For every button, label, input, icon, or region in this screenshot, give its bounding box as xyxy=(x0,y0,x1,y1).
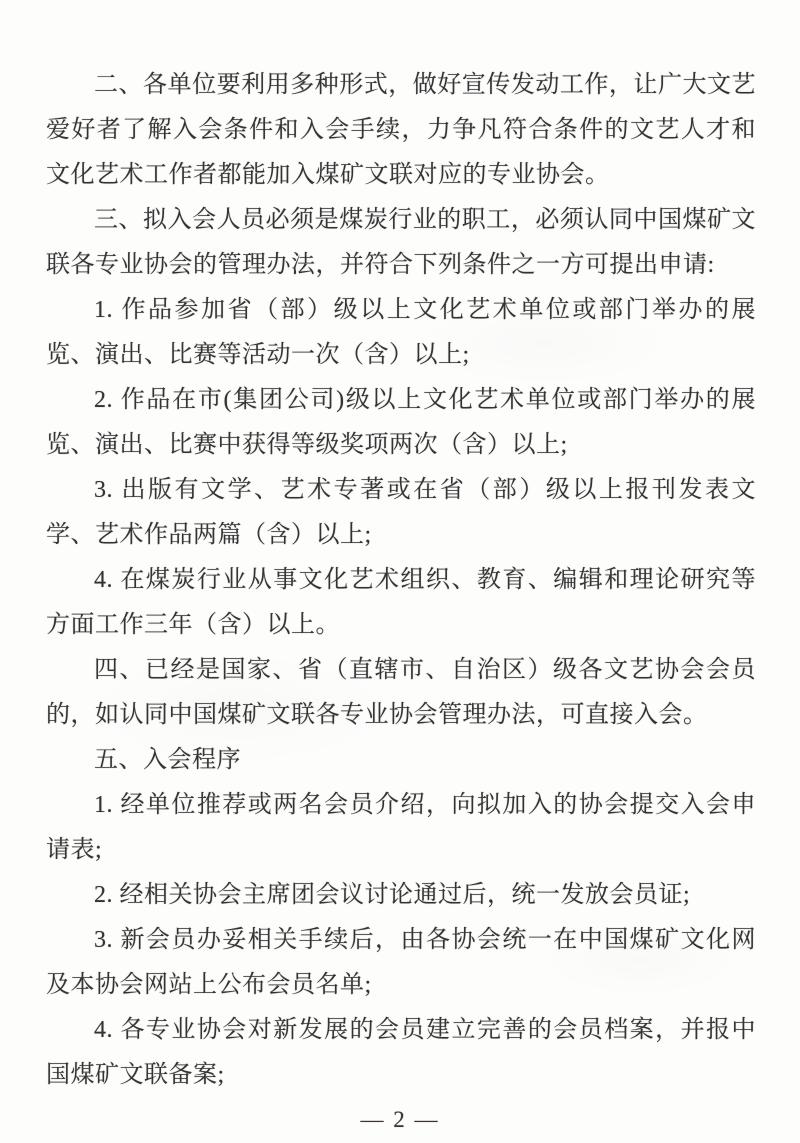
page-number: — 2 — xyxy=(360,1107,440,1132)
paragraph-section-4: 四、已经是国家、省（直辖市、自治区）级各文艺协会会员的，如认同中国煤矿文联各专业协会管理办法，可直接入会。 xyxy=(46,657,756,728)
paragraph-condition-1: 1. 作品参加省（部）级以上文化艺术单位或部门举办的展览、演出、比赛等活动一次（含）以上; xyxy=(46,297,756,368)
paragraph-section-5-heading: 五、入会程序 xyxy=(94,747,241,773)
paragraph-section-2: 二、各单位要利用多种形式，做好宣传发动工作，让广大文艺爱好者了解入会条件和入会手续，力争凡符合条件的文艺人才和文化艺术工作者都能加入煤矿文联对应的专业协会。 xyxy=(46,72,756,188)
paragraph-condition-3: 3. 出版有文学、艺术专著或在省（部）级以上报刊发表文学、艺术作品两篇（含）以上; xyxy=(46,477,756,548)
paragraph-procedure-1: 1. 经单位推荐或两名会员介绍，向拟加入的协会提交入会申请表; xyxy=(46,792,756,863)
paragraph-procedure-3: 3. 新会员办妥相关手续后，由各协会统一在中国煤矿文化网及本协会网站上公布会员名单; xyxy=(46,927,756,998)
paragraph-condition-4: 4. 在煤炭行业从事文化艺术组织、教育、编辑和理论研究等方面工作三年（含）以上。 xyxy=(46,567,756,638)
paragraph-condition-2: 2. 作品在市(集团公司)级以上文化艺术单位或部门举办的展览、演出、比赛中获得等级奖项两次（含）以上; xyxy=(46,387,756,458)
paragraph-procedure-4: 4. 各专业协会对新发展的会员建立完善的会员档案，并报中国煤矿文联备案; xyxy=(46,1017,756,1088)
paragraph-procedure-2: 2. 经相关协会主席团会议讨论通过后，统一发放会员证; xyxy=(94,882,691,908)
paragraph-section-3: 三、拟入会人员必须是煤炭行业的职工，必须认同中国煤矿文联各专业协会的管理办法，并符合下列条件之一方可提出申请: xyxy=(46,207,756,278)
